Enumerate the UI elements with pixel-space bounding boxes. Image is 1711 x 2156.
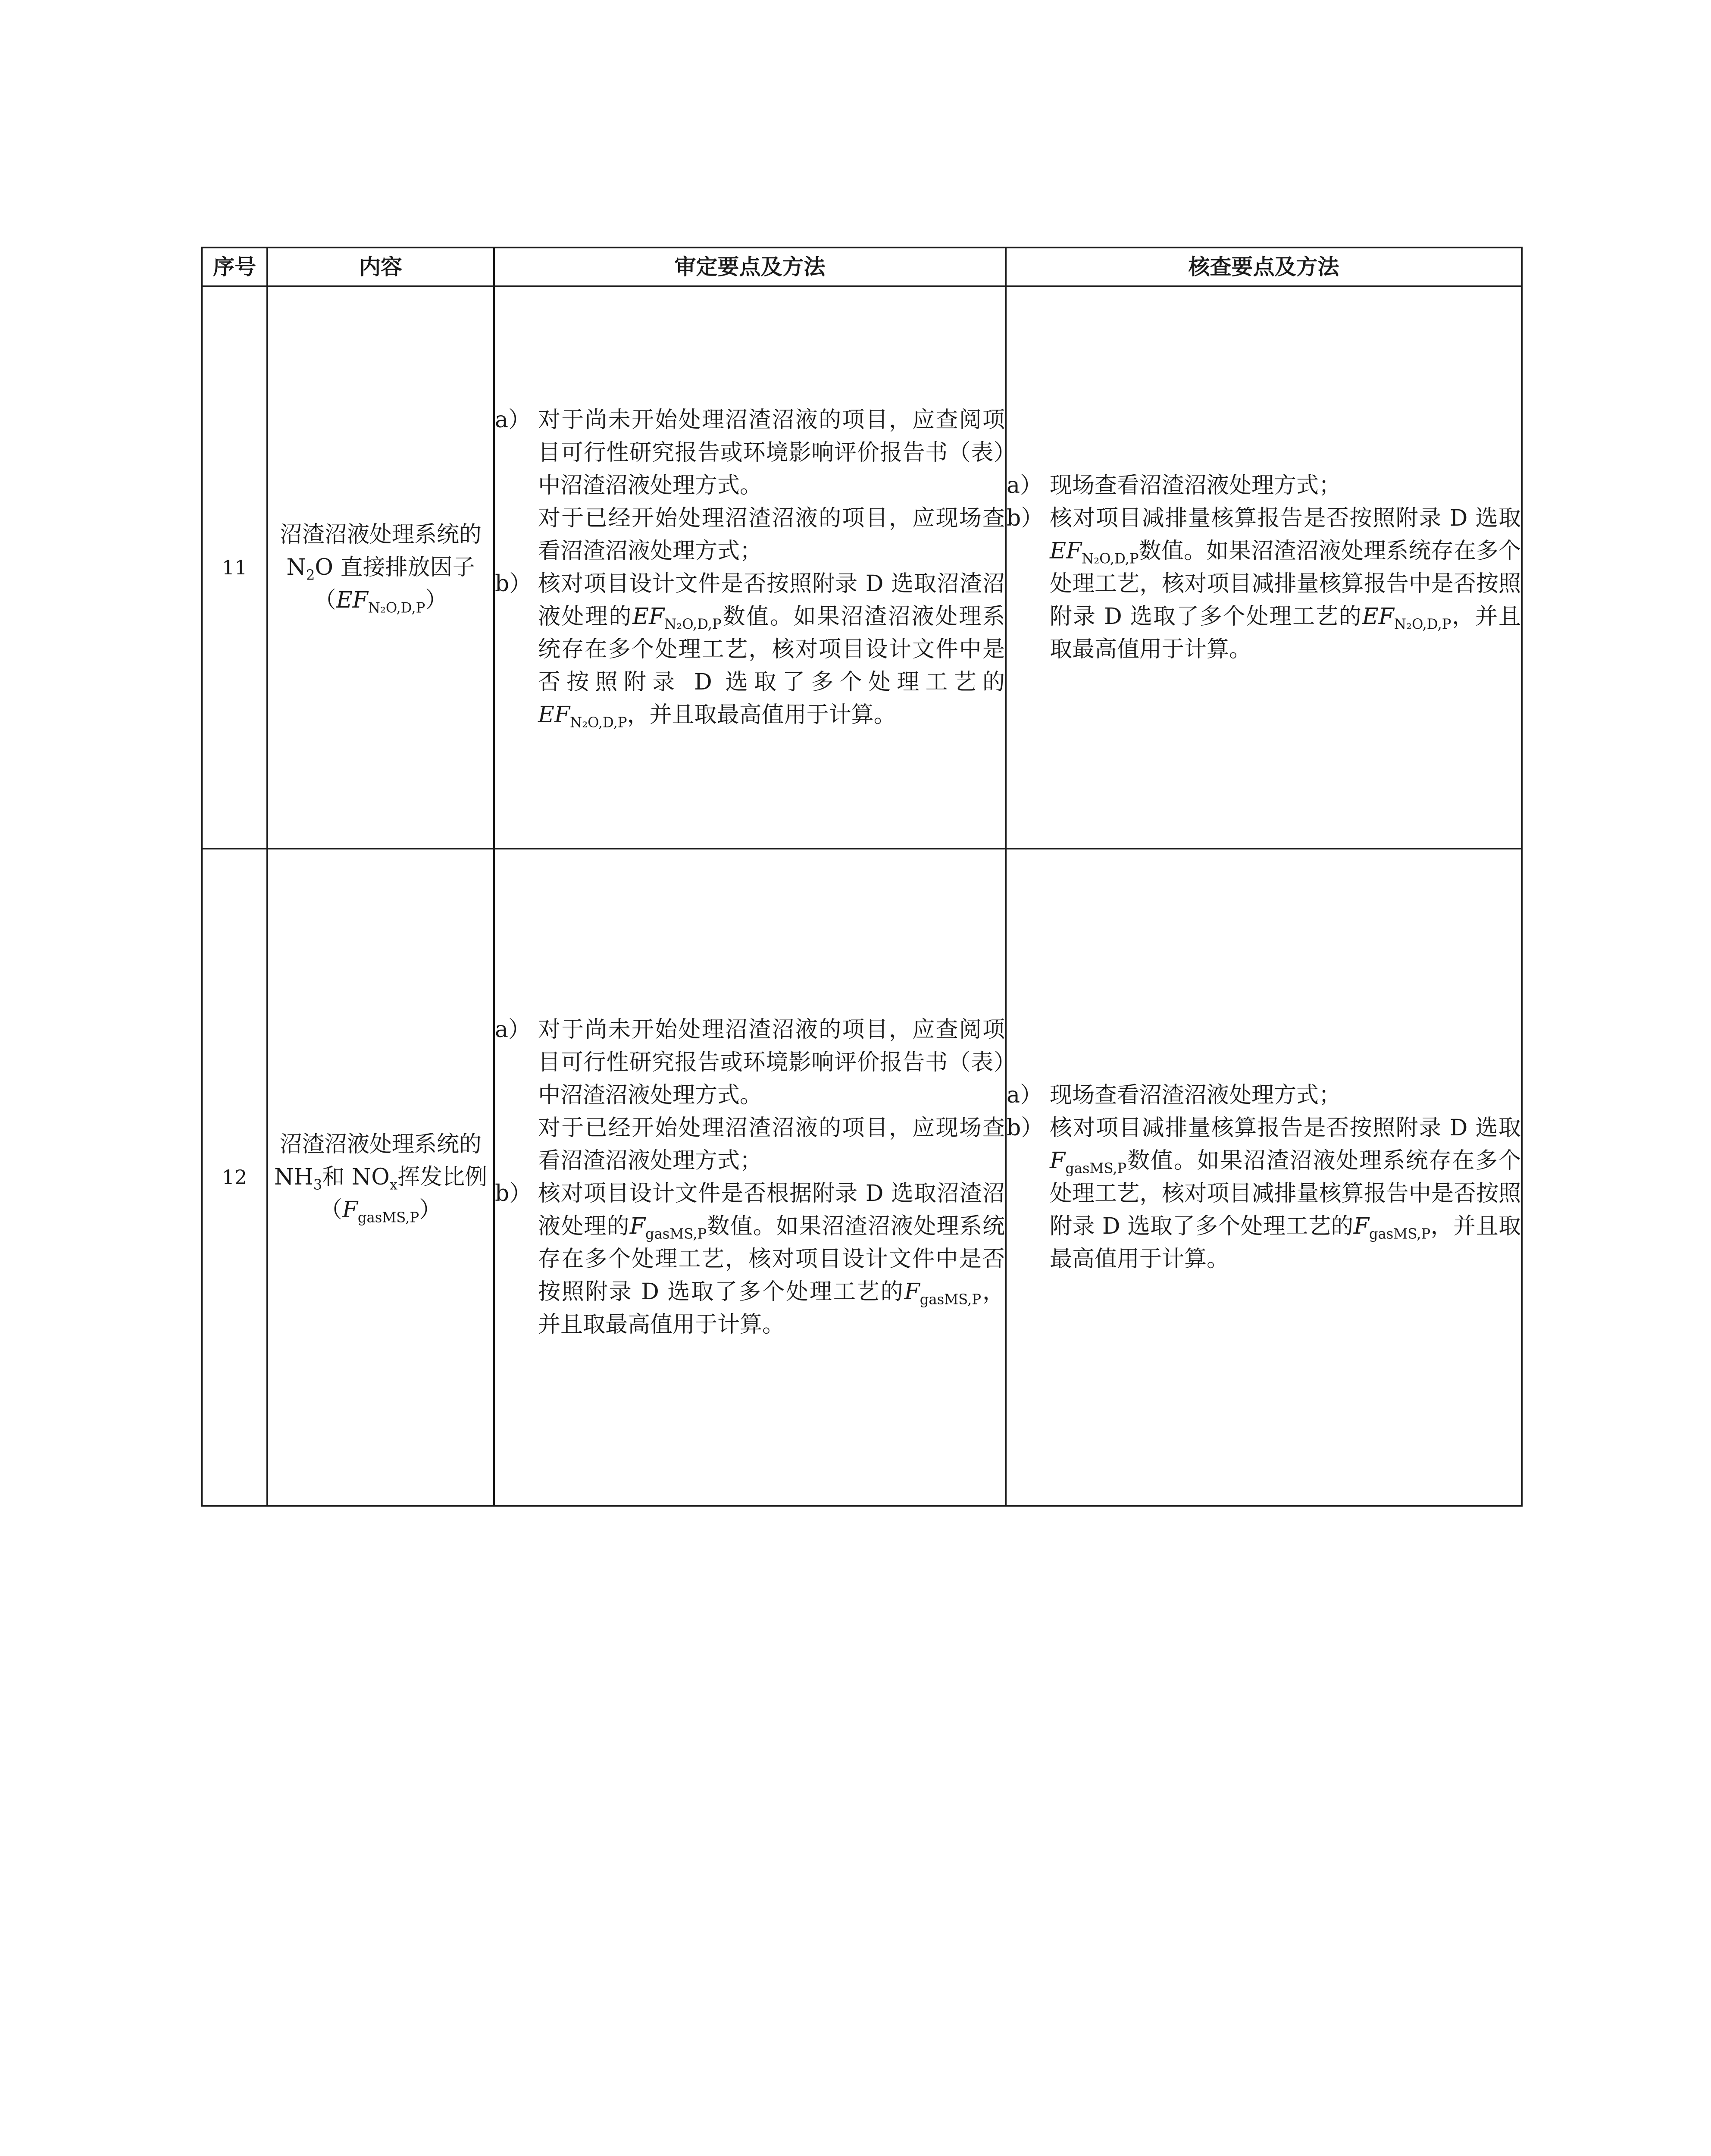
list-item [1007, 1079, 1521, 1112]
item-text: 对于尚未开始处理沼渣沼液的项目，应查阅项目可行性研究报告或环境影响评价报告书（表）中沼渣沼液处理方式。 [538, 407, 1005, 498]
list-item [1007, 469, 1521, 502]
subscript: 2 [306, 567, 315, 583]
text: ，并且取最高值用于计算。 [1050, 1213, 1521, 1272]
content-text: ） [425, 587, 448, 613]
text: 数值。如果沼渣沼液处理系统存在多个处理工艺，核对项目减排量核算报告中是否按照附录 D 选取了多个处理工艺的 [1050, 538, 1521, 630]
content-text: ） [419, 1197, 442, 1223]
item-marker: a） [495, 407, 531, 433]
symbol: EF [632, 604, 665, 630]
text: 数值。如果沼渣沼液处理系统存在多个处理工艺，核对项目设计文件中是否按照附录 D 选取了多个处理工艺的 [538, 604, 1005, 695]
subscript: N₂O,D,P [664, 616, 722, 633]
list-item [1007, 502, 1521, 666]
text: ，并且取最高值用于计算。 [627, 702, 896, 728]
item-continuation: 对于已经开始处理沼渣沼液的项目，应现场查看沼渣沼液处理方式； [538, 505, 1005, 564]
symbol: EF [1050, 538, 1082, 564]
subscript: N₂O,D,P [1082, 550, 1139, 567]
text: ，并且取最高值用于计算。 [538, 1279, 1005, 1338]
row-content [267, 849, 494, 1506]
content-text: 沼渣沼液处理系统的 N [279, 522, 482, 580]
subscript: 3 [313, 1176, 322, 1193]
item-continuation: 对于已经开始处理沼渣沼液的项目，应现场查看沼渣沼液处理方式； [538, 1115, 1005, 1174]
header-no: 序号 [202, 248, 267, 286]
symbol: EF [1362, 604, 1394, 630]
subscript: gasMS,P [1369, 1225, 1431, 1242]
text: 数值。如果沼渣沼液处理系统存在多个处理工艺，核对项目设计文件中是否按照附录 D 选取了多个处理工艺的 [538, 1213, 1005, 1305]
symbol: EF [538, 702, 570, 728]
content-text: 和 NO [322, 1164, 390, 1190]
text: 核对项目设计文件是否根据附录 D 选取沼渣沼液处理的 [538, 1181, 1005, 1239]
subscript: gasMS,P [357, 1209, 419, 1226]
symbol: F [904, 1279, 920, 1305]
text: 核对项目减排量核算报告是否按照附录 D 选取 [1050, 1115, 1521, 1141]
subscript: N₂O,D,P [368, 599, 425, 616]
list-item [495, 404, 1005, 502]
symbol: EF [336, 587, 368, 613]
list-item [495, 1013, 1005, 1112]
list-item [495, 1177, 1005, 1341]
item-text [1050, 1112, 1521, 1275]
text: 核对项目设计文件是否按照附录 D 选取沼渣沼液处理的 [538, 571, 1005, 630]
subscript: N₂O,D,P [1394, 616, 1451, 633]
item-text: 对于尚未开始处理沼渣沼液的项目，应查阅项目可行性研究报告或环境影响评价报告书（表）中沼渣沼液处理方式。 [538, 1017, 1005, 1108]
verify-cell [1006, 849, 1522, 1506]
symbol: F [1353, 1213, 1369, 1239]
table-row [202, 849, 1522, 1506]
item-marker: b） [1007, 1115, 1044, 1141]
subscript: x [389, 1176, 398, 1193]
row-number: 11 [202, 286, 267, 849]
item-text: 现场查看沼渣沼液处理方式； [1050, 1082, 1342, 1108]
item-marker: b） [495, 571, 532, 597]
item-marker: a） [1007, 473, 1043, 498]
subscript: gasMS,P [645, 1225, 707, 1242]
item-marker: b） [495, 1181, 532, 1206]
item-text [538, 1177, 1005, 1341]
verify-cell [1006, 286, 1522, 849]
row-content [267, 286, 494, 849]
review-cell [494, 286, 1006, 849]
content-text: O 直接排放因子（ [313, 555, 475, 613]
item-text [1050, 502, 1521, 666]
symbol: F [1050, 1148, 1066, 1174]
header-review-method: 审定要点及方法 [494, 248, 1006, 286]
table-header-row [202, 248, 1522, 286]
review-cell [494, 849, 1006, 1506]
header-content: 内容 [267, 248, 494, 286]
symbol: F [629, 1213, 645, 1239]
text: 核对项目减排量核算报告是否按照附录 D 选取 [1050, 505, 1521, 531]
item-text: 现场查看沼渣沼液处理方式； [1050, 473, 1342, 498]
symbol: F [342, 1197, 358, 1223]
subscript: N₂O,D,P [570, 714, 627, 731]
item-marker: a） [495, 1017, 531, 1043]
item-marker: a） [1007, 1082, 1043, 1108]
subscript: gasMS,P [1065, 1160, 1127, 1177]
item-text [538, 567, 1005, 731]
subscript: gasMS,P [920, 1291, 982, 1308]
item-marker: b） [1007, 505, 1044, 531]
text: ，并且取最高值用于计算。 [1050, 604, 1521, 662]
text: 数值。如果沼渣沼液处理系统存在多个处理工艺，核对项目减排量核算报告中是否按照附录 D 选取了多个处理工艺的 [1050, 1148, 1521, 1239]
header-verify-method: 核查要点及方法 [1006, 248, 1522, 286]
content-text: 沼渣沼液处理系统的 NH [274, 1131, 482, 1190]
list-item [1007, 1112, 1521, 1275]
list-item [495, 567, 1005, 731]
review-table [201, 247, 1523, 1507]
table-row [202, 286, 1522, 849]
row-number: 12 [202, 849, 267, 1506]
content-text: 挥发比例（ [319, 1164, 488, 1223]
